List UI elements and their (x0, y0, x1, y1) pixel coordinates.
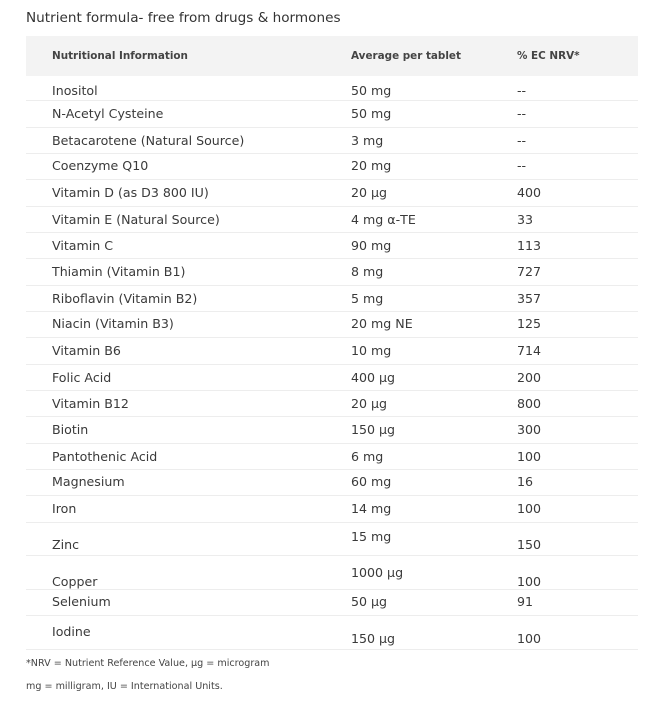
nutrient-name: Niacin (Vitamin B3) (52, 316, 174, 331)
nutrient-name: Vitamin B6 (52, 343, 121, 358)
nutrient-nrv: 300 (517, 422, 542, 437)
nutrient-name: N-Acetyl Cysteine (52, 106, 164, 121)
nutrient-name: Magnesium (52, 474, 125, 489)
nutrient-nrv: 91 (517, 594, 534, 609)
table-row (26, 365, 638, 391)
header-nrv: % EC NRV* (517, 50, 580, 62)
nutrient-nrv: 113 (517, 238, 542, 253)
nutrient-amount: 20 µg (351, 396, 388, 411)
table-header (26, 36, 638, 76)
nutrient-nrv: 800 (517, 396, 542, 411)
nutrient-amount: 50 mg (351, 83, 392, 98)
nutrient-name: Pantothenic Acid (52, 449, 158, 464)
nutrient-name: Inositol (52, 83, 98, 98)
nutrient-nrv: 200 (517, 370, 542, 385)
nutrient-nrv: 100 (517, 501, 542, 516)
nutrient-amount: 20 mg (351, 158, 392, 173)
nutrient-amount: 6 mg (351, 449, 384, 464)
nutrient-name: Biotin (52, 422, 89, 437)
footnote-units: mg = milligram, IU = International Units. (26, 681, 223, 692)
nutrition-table (26, 36, 638, 650)
nutrient-name: Vitamin D (as D3 800 IU) (52, 185, 209, 200)
nutrient-amount: 4 mg α-TE (351, 212, 416, 227)
nutrient-name: Vitamin C (52, 238, 114, 253)
nutrient-amount: 1000 µg (351, 565, 404, 580)
nutrient-amount: 20 µg (351, 185, 388, 200)
nutrient-amount: 150 µg (351, 631, 396, 646)
nutrient-amount: 50 µg (351, 594, 388, 609)
nutrient-nrv: -- (517, 158, 527, 173)
nutrient-nrv: 727 (517, 264, 542, 279)
footnote-nrv: *NRV = Nutrient Reference Value, µg = microgram (26, 658, 270, 669)
nutrient-nrv: 100 (517, 631, 542, 646)
nutrient-amount: 3 mg (351, 133, 384, 148)
table-row (26, 590, 638, 616)
page-title: Nutrient formula- free from drugs & hormones (26, 10, 341, 26)
nutrient-name: Selenium (52, 594, 111, 609)
nutrient-nrv: 357 (517, 291, 542, 306)
nutrient-nrv: 150 (517, 537, 542, 552)
nutrient-name: Folic Acid (52, 370, 112, 385)
table-row (26, 207, 638, 233)
nutrient-nrv: 33 (517, 212, 534, 227)
nutrient-amount: 14 mg (351, 501, 392, 516)
table-row (26, 76, 638, 101)
table-row (26, 128, 638, 154)
nutrient-name: Iron (52, 501, 77, 516)
table-row (26, 391, 638, 417)
nutrient-nrv: 125 (517, 316, 542, 331)
table-row (26, 101, 638, 128)
nutrient-nrv: 714 (517, 343, 542, 358)
table-row (26, 338, 638, 365)
header-average-per-tablet: Average per tablet (351, 50, 461, 62)
table-row (26, 523, 638, 556)
table-row (26, 286, 638, 312)
table-row (26, 496, 638, 523)
nutrient-amount: 150 µg (351, 422, 396, 437)
nutrient-name: Riboflavin (Vitamin B2) (52, 291, 198, 306)
nutrient-nrv: 400 (517, 185, 542, 200)
table-row (26, 180, 638, 207)
header-nutritional-information: Nutritional Information (52, 50, 188, 62)
table-row (26, 444, 638, 470)
table-row (26, 154, 638, 180)
nutrient-nrv: -- (517, 83, 527, 98)
table-row (26, 470, 638, 496)
nutrient-name: Zinc (52, 537, 80, 552)
nutrient-name: Copper (52, 574, 98, 589)
nutrient-nrv: 100 (517, 449, 542, 464)
table-row (26, 259, 638, 286)
nutrient-name: Iodine (52, 624, 91, 639)
nutrient-nrv: 100 (517, 574, 542, 589)
nutrient-amount: 90 mg (351, 238, 392, 253)
nutrient-name: Coenzyme Q10 (52, 158, 149, 173)
nutrient-amount: 50 mg (351, 106, 392, 121)
table-row (26, 556, 638, 590)
nutrient-amount: 5 mg (351, 291, 384, 306)
nutrient-amount: 10 mg (351, 343, 392, 358)
nutrient-name: Thiamin (Vitamin B1) (52, 264, 186, 279)
nutrient-amount: 400 µg (351, 370, 396, 385)
nutrient-amount: 20 mg NE (351, 316, 413, 331)
nutrient-name: Betacarotene (Natural Source) (52, 133, 245, 148)
nutrient-amount: 60 mg (351, 474, 392, 489)
nutrient-nrv: 16 (517, 474, 534, 489)
nutrient-amount: 15 mg (351, 529, 392, 544)
nutrient-nrv: -- (517, 106, 527, 121)
table-row (26, 417, 638, 444)
table-row (26, 616, 638, 650)
table-row (26, 233, 638, 259)
nutrient-amount: 8 mg (351, 264, 384, 279)
nutrient-name: Vitamin E (Natural Source) (52, 212, 220, 227)
table-row (26, 312, 638, 338)
nutrient-name: Vitamin B12 (52, 396, 129, 411)
table-body (26, 76, 638, 650)
nutrient-nrv: -- (517, 133, 527, 148)
